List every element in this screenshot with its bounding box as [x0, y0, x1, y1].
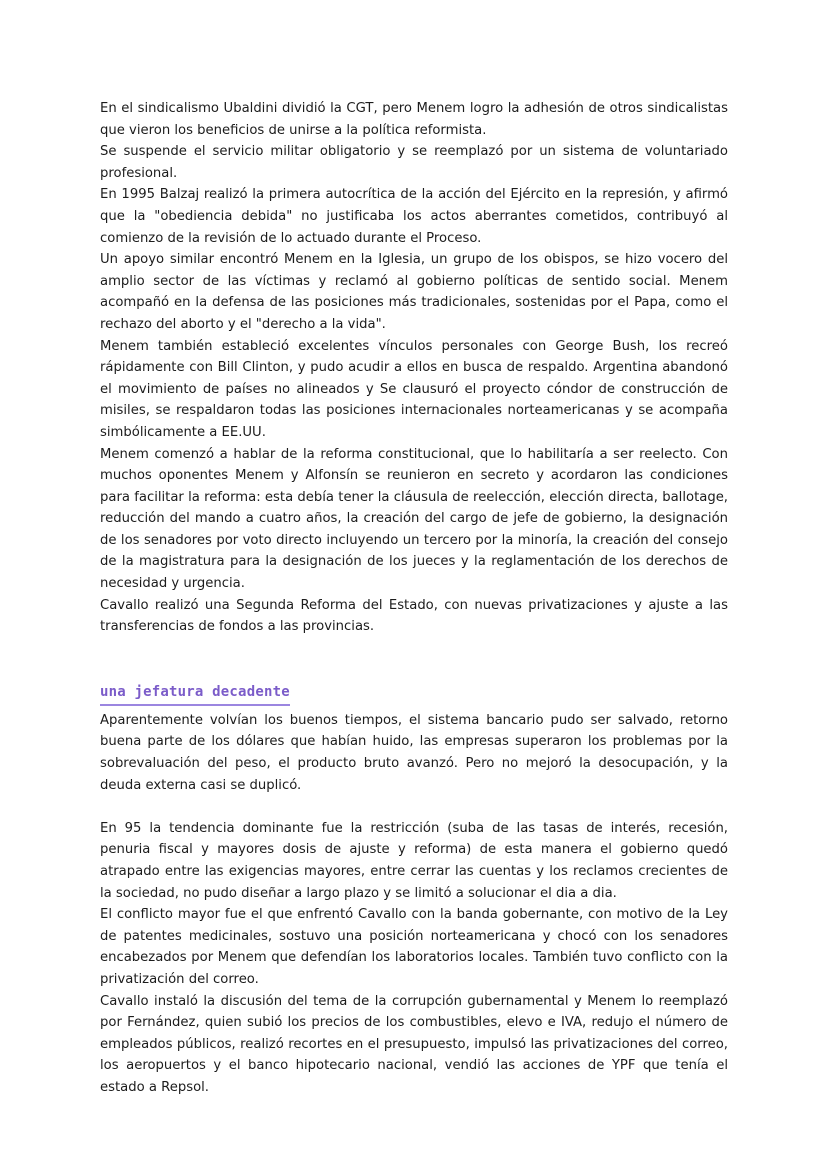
paragraph: En 95 la tendencia dominante fue la restricción (suba de las tasas de interés, recesión, penuria fiscal y mayores dosis de ajuste y reforma) de esta manera el gobierno quedó atrapado entre las exigencias mayores, entre cerrar las cuentas y los reclamos crecientes de la sociedad, no pudo diseñar a largo plazo y se limitó a solucionar el dia a dia.	[100, 820, 728, 901]
paragraph: El conflicto mayor fue el que enfrentó Cavallo con la banda gobernante, con motivo de la Ley de patentes medicinales, sostuvo una posición norteamericana y chocó con los senadores encabezados por Menem que defendían los laboratorios locales. También tuvo conflicto con la privatización del correo.	[100, 907, 728, 987]
paragraph: Aparentemente volvían los buenos tiempos, el sistema bancario pudo ser salvado, retorno buena parte de los dólares que habían huido, las empresas superaron los problemas por la sobrevaluación del peso, el producto bruto avanzó. Pero no mejoró la desocupación, y la deuda externa casi se duplicó.	[100, 712, 728, 793]
section-heading: una jefatura decadente	[100, 682, 290, 706]
paragraph: Menem comenzó a hablar de la reforma constitucional, que lo habilitaría a ser reelecto. Con muchos oponentes Menem y Alfonsín se reunieron en secreto y acordaron las condiciones para facilitar la reforma: esta debía tener la cláusula de reelección, elección directa, ballotage, reducción del mando a cuatro años, la creación del cargo de jefe de gobierno, la designación de los senadores por voto directo incluyendo un tercero por la minoría, la creación del consejo de la magistratura para la designación de los jueces y la reglamentación de los derechos de necesidad y urgencia.	[100, 446, 728, 592]
paragraph-spacer	[100, 796, 728, 818]
paragraph: En 1995 Balzaj realizó la primera autocrítica de la acción del Ejército en la represión, y afirmó que la "obediencia debida" no justificaba los actos aberrantes cometidos, contribuyó al comienzo de la revisión de lo actuado durante el Proceso.	[100, 187, 728, 246]
paragraph: En el sindicalismo Ubaldini dividió la CGT, pero Menem logro la adhesión de otros sindicalistas que vieron los beneficios de unirse a la política reformista.	[100, 101, 728, 138]
section-spacer	[100, 638, 728, 682]
paragraph: Menem también estableció excelentes vínculos personales con George Bush, los recreó rápidamente con Bill Clinton, y pudo acudir a ellos en busca de respaldo. Argentina abandonó el movimiento de países no alineados y Se clausuró el proyecto cóndor de construcción de misiles, se respaldaron todas las posiciones internacionales norteamericanas y se acompaña simbólicamente a EE.UU.	[100, 338, 728, 440]
paragraph: Un apoyo similar encontró Menem en la Iglesia, un grupo de los obispos, se hizo vocero del amplio sector de las víctimas y reclamó al gobierno políticas de sentido social. Menem acompañó en la defensa de las posiciones más tradicionales, sostenidas por el Papa, como el rechazo del aborto y el "derecho a la vida".	[100, 252, 728, 332]
document-page	[100, 98, 728, 1099]
paragraph: Cavallo realizó una Segunda Reforma del Estado, con nuevas privatizaciones y ajuste a las transferencias de fondos a las provincias.	[100, 597, 728, 635]
paragraph: Cavallo instaló la discusión del tema de la corrupción gubernamental y Menem lo reemplazó por Fernández, quien subió los precios de los combustibles, elevo e IVA, redujo el número de empleados públicos, realizó recortes en el presupuesto, impulsó las privatizaciones del correo, los aeropuertos y el banco hipotecario nacional, vendió las acciones de YPF que tenía el estado a Repsol.	[100, 993, 728, 1095]
paragraph: Se suspende el servicio militar obligatorio y se reemplazó por un sistema de voluntariado profesional.	[100, 144, 728, 181]
